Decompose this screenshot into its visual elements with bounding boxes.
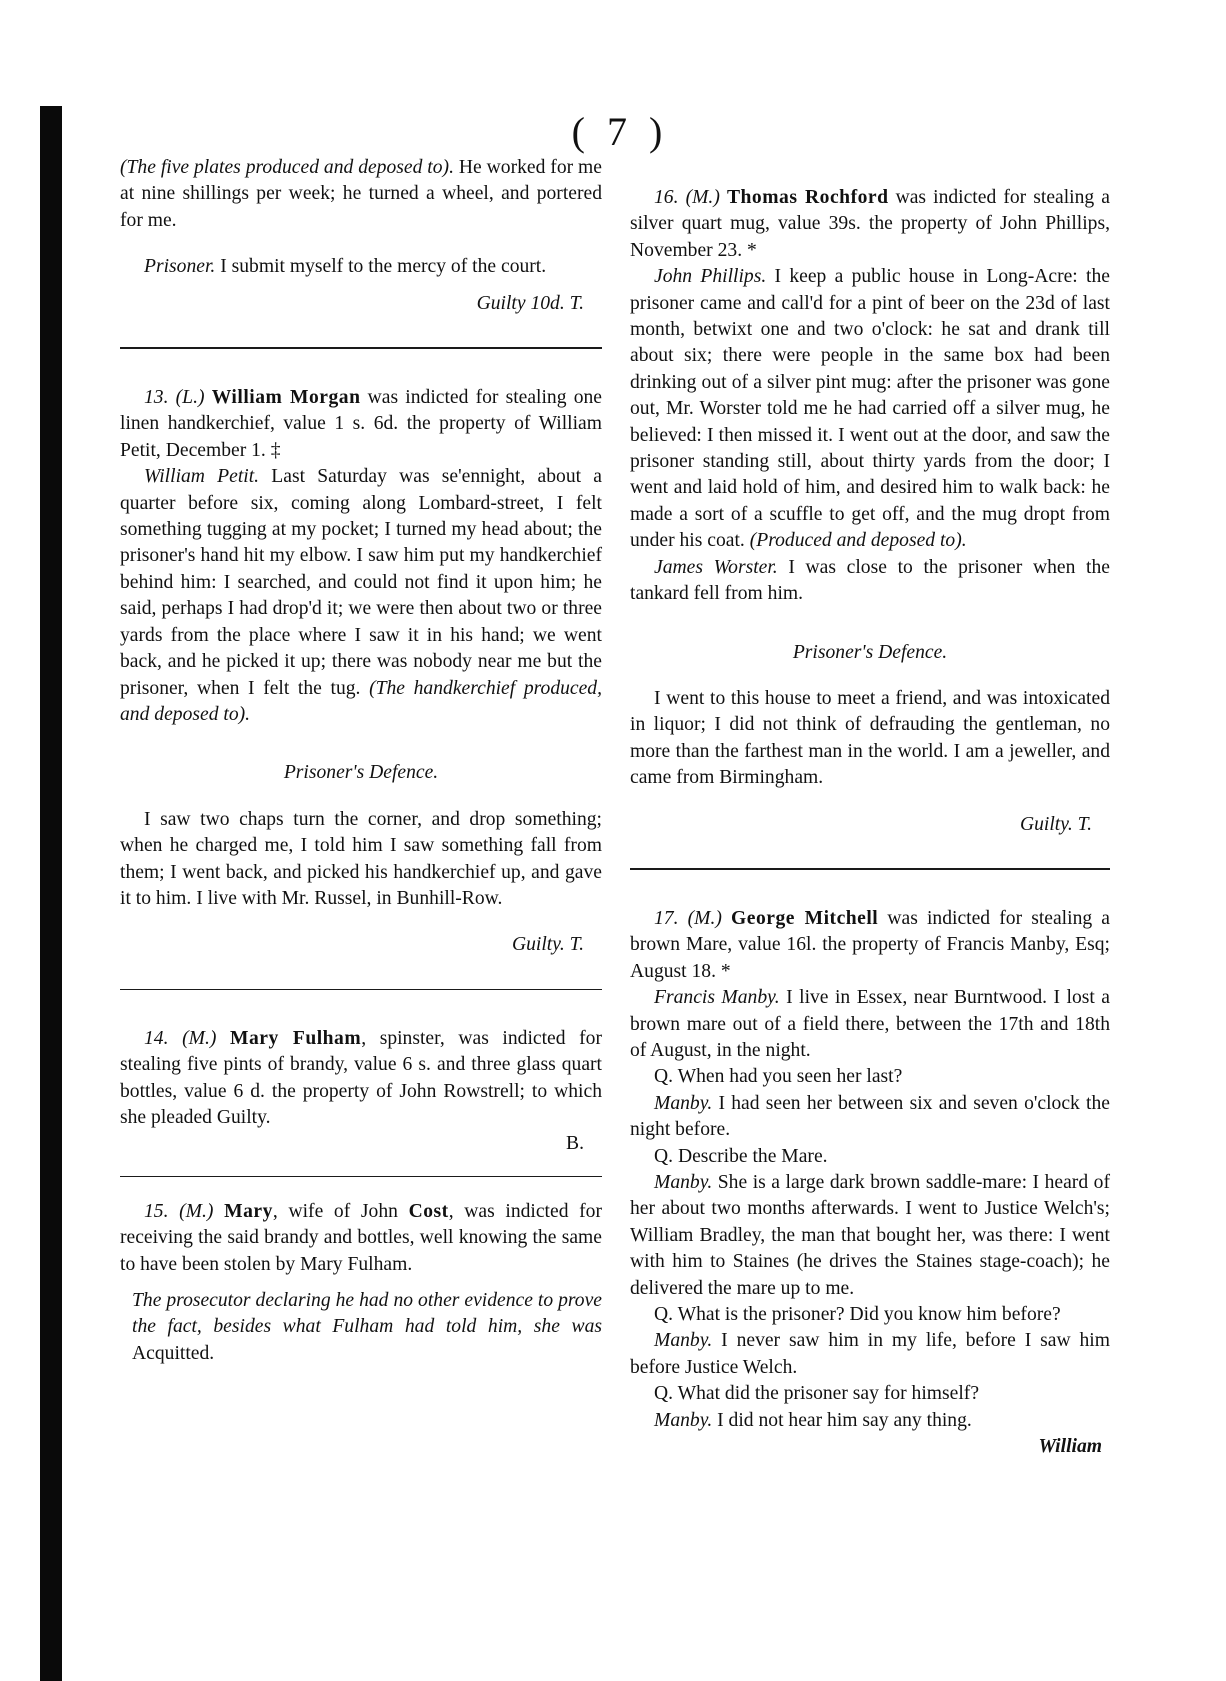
testimony: John Phillips. I keep a public house in Long-Acre: the prisoner came and call'd for a pint of beer on the 23d of last month, betwixt one and two o'clock: he sat and drank till about six; there were people in the same box had been drinking out of a silver pint mug: after the prisoner was gone out, Mr. Worster told me he had carried off a silver mug, he believed: I then missed it. I went out at the door, and saw the prisoner standing still, about thirty yards from the door; I went and laid hold of him, and desired him to walk back: he made a sort of a scuffle to get off, and the mug dropt from under his coat. (Produced and deposed to).: [630, 266, 1110, 552]
testimony: James Worster. I was close to the prisoner when the tankard fell from him.: [630, 556, 1110, 605]
verdict: Guilty. T.: [511, 934, 584, 956]
page-number: ( 7 ): [571, 109, 669, 154]
question: Q. When had you seen her last?: [654, 1066, 903, 1088]
testimony: Francis Manby. I live in Essex, near Burntwood. I lost a brown mare out of a field there, between the 17th and 18th of August, in the night.: [630, 987, 1110, 1061]
verdict: Guilty 10d. T.: [476, 292, 584, 314]
section-rule: [120, 1176, 602, 1177]
paragraph: Prisoner. I submit myself to the mercy of the court.: [144, 256, 547, 278]
section-heading: Prisoner's Defence.: [283, 762, 439, 784]
section-rule: [120, 347, 602, 349]
answer: Manby. I never saw him in my life, before I saw him before Justice Welch.: [630, 1330, 1110, 1378]
paragraph: (The five plates produced and deposed to). He worked for me at nine shillings per week; he turned a wheel, and portered for me.: [120, 157, 602, 231]
testimony: William Petit. Last Saturday was se'ennight, about a quarter before six, coming along Lombard-street, I felt something tugging at my pocket; I turned my head about; the prisoner's hand hit my elbow. I saw him put my handkerchief behind him: I searched, and could not find it upon him; he said, perhaps I had drop'd it; we were then about two or three yards from the place where I saw it in his hand; we went back, and he picked it up; there was nobody near me but the prisoner, when I felt the tug. (The handkerchief produced, and deposed to).: [120, 466, 603, 725]
verdict-note: The prosecutor declaring he had no other evidence to prove the fact, besides what Fulham had told him, she was Acquitted.: [132, 1290, 602, 1364]
case-entry: 15. (M.) Mary, wife of John Cost, was indicted for receiving the said brandy and bottles, well knowing the same to have been stolen by Mary Fulham.: [120, 1200, 602, 1275]
defence-text: I saw two chaps turn the corner, and drop something; when he charged me, I told him I saw something fall from them; I went back, and picked his handkerchief up, and gave it to him. I live with Mr. Russel, in Bunhill-Row.: [120, 808, 602, 909]
catchword: William: [1038, 1436, 1102, 1458]
case-entry: 14. (M.) Mary Fulham, spinster, was indicted for stealing five pints of brandy, value 6 s. and three glass quart bottles, value 6 d. the property of John Rowstrell; to which she pleaded Guilty.: [120, 1027, 602, 1128]
left-column: [120, 155, 602, 1367]
section-rule: [630, 868, 1110, 870]
defence-text: I went to this house to meet a friend, and was intoxicated in liquor; I did not think of defrauding the gentleman, no more than the farthest man in the world. I am a jeweller, and came from Birmingham.: [630, 687, 1110, 789]
question: Q. What is the prisoner? Did you know him before?: [654, 1304, 1061, 1326]
binding-spine: [40, 106, 62, 1681]
verdict: B.: [566, 1133, 584, 1155]
question: Q. Describe the Mare.: [654, 1145, 828, 1167]
case-entry: 16. (M.) Thomas Rochford was indicted for stealing a silver quart mug, value 39s. the property of John Phillips, November 23. *: [630, 187, 1110, 261]
section-heading: Prisoner's Defence.: [792, 641, 948, 663]
answer: Manby. I had seen her between six and seven o'clock the night before.: [630, 1092, 1110, 1141]
case-entry: 13. (L.) William Morgan was indicted for stealing one linen handkerchief, value 1 s. 6d. the property of William Petit, December 1. ‡: [120, 387, 602, 461]
answer: Manby. I did not hear him say any thing.: [654, 1409, 972, 1431]
answer: Manby. She is a large dark brown saddle-mare: I heard of her about two months afterwards. I went to Justice Welch's; William Bradley, the man that bought her, was there: I went with him to Staines (he drives the Staines stage-coach); he delivered the mare up to me.: [630, 1172, 1110, 1299]
section-rule: [120, 989, 602, 990]
question: Q. What did the prisoner say for himself?: [654, 1383, 980, 1405]
case-entry: 17. (M.) George Mitchell was indicted for stealing a brown Mare, value 16l. the property of Francis Manby, Esq; August 18. *: [630, 907, 1110, 982]
verdict: Guilty. T.: [1019, 813, 1092, 835]
right-column: [630, 185, 1110, 1460]
